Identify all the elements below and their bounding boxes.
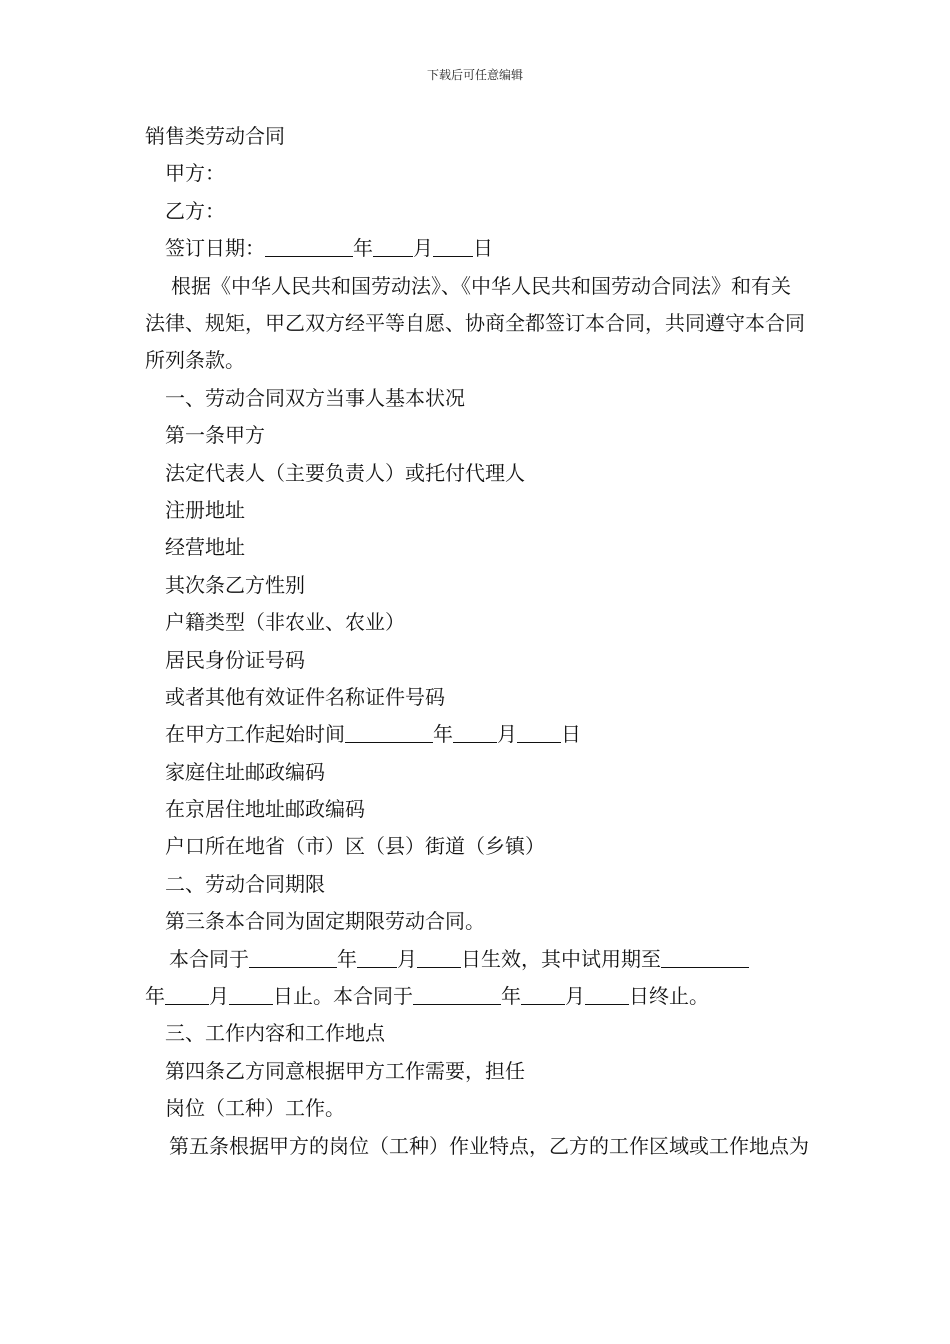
contract-body: [145, 118, 810, 1165]
start-day-blank: [517, 720, 561, 743]
section-3-heading: 三、工作内容和工作地点: [165, 1021, 385, 1046]
month-text: 月: [209, 984, 229, 1009]
month-text: 月: [497, 722, 517, 747]
section-2-heading: 二、劳动合同期限: [165, 871, 325, 896]
article-2: 其次条乙方性别: [165, 572, 305, 597]
month-text: 月: [413, 236, 433, 261]
probation-day-blank: [229, 982, 273, 1005]
beijing-address-field: 在京居住地址邮政编码: [165, 797, 365, 822]
year-text: 年: [501, 984, 521, 1009]
term-line-1: [145, 941, 810, 978]
sign-date-label: 签订日期：: [165, 236, 265, 261]
term-line-2: [145, 978, 810, 1015]
month-text: 月: [565, 984, 585, 1009]
effective-year-blank: [249, 945, 337, 968]
year-text: 年: [433, 722, 453, 747]
article-3: 第三条本合同为固定期限劳动合同。: [165, 909, 485, 934]
section-1-heading: 一、劳动合同双方当事人基本状况: [165, 385, 465, 410]
end-month-blank: [521, 982, 565, 1005]
effective-month-blank: [357, 945, 397, 968]
legal-rep-field: 法定代表人（主要负责人）或托付代理人: [165, 460, 525, 485]
day-text: 日: [561, 722, 581, 747]
term-text: 日终止。: [629, 984, 709, 1009]
home-address-field: 家庭住址邮政编码: [165, 759, 325, 784]
id-number-field: 居民身份证号码: [165, 647, 305, 672]
article-1: 第一条甲方: [165, 423, 265, 448]
sign-month-blank: [373, 234, 413, 257]
article-4-continued: 岗位（工种）工作。: [165, 1096, 345, 1121]
party-a-line: 甲方：: [165, 161, 225, 186]
term-text: 日止。本合同于: [273, 984, 413, 1009]
term-text: 日生效，其中试用期至: [461, 946, 661, 971]
sign-date-line: [145, 230, 810, 267]
year-text: 年: [353, 236, 373, 261]
probation-year-blank: [661, 945, 749, 968]
end-day-blank: [585, 982, 629, 1005]
probation-month-blank: [165, 982, 209, 1005]
month-text: 月: [397, 946, 417, 971]
start-time-line: [145, 716, 810, 753]
hukou-type-field: 户籍类型（非农业、农业）: [165, 610, 405, 635]
effective-day-blank: [417, 945, 461, 968]
registered-address-field: 注册地址: [165, 497, 245, 522]
intro-paragraph: 根据《中华人民共和国劳动法》、《中华人民共和国劳动合同法》和有关法律、规矩，甲乙双方经平等自愿、协商全都签订本合同，共同遵守本合同所列条款。: [145, 273, 805, 373]
other-id-field: 或者其他有效证件名称证件号码: [165, 684, 445, 709]
year-text: 年: [337, 946, 357, 971]
year-text: 年: [145, 984, 165, 1009]
term-text: 本合同于: [169, 946, 249, 971]
party-b-line: 乙方：: [165, 198, 225, 223]
day-text: 日: [473, 236, 493, 261]
sign-year-blank: [265, 234, 353, 257]
sign-day-blank: [433, 234, 473, 257]
business-address-field: 经营地址: [165, 535, 245, 560]
start-time-label: 在甲方工作起始时间: [165, 722, 345, 747]
end-year-blank: [413, 982, 501, 1005]
start-month-blank: [453, 720, 497, 743]
article-5: 第五条根据甲方的岗位（工种）作业特点，乙方的工作区域或工作地点为: [169, 1133, 809, 1158]
start-year-blank: [345, 720, 433, 743]
article-4: 第四条乙方同意根据甲方工作需要，担任: [165, 1058, 525, 1083]
hukou-location-field: 户口所在地省（市）区（县）街道（乡镇）: [165, 834, 545, 859]
page-header: 下载后可任意编辑: [426, 68, 523, 82]
contract-title: 销售类劳动合同: [145, 124, 285, 148]
